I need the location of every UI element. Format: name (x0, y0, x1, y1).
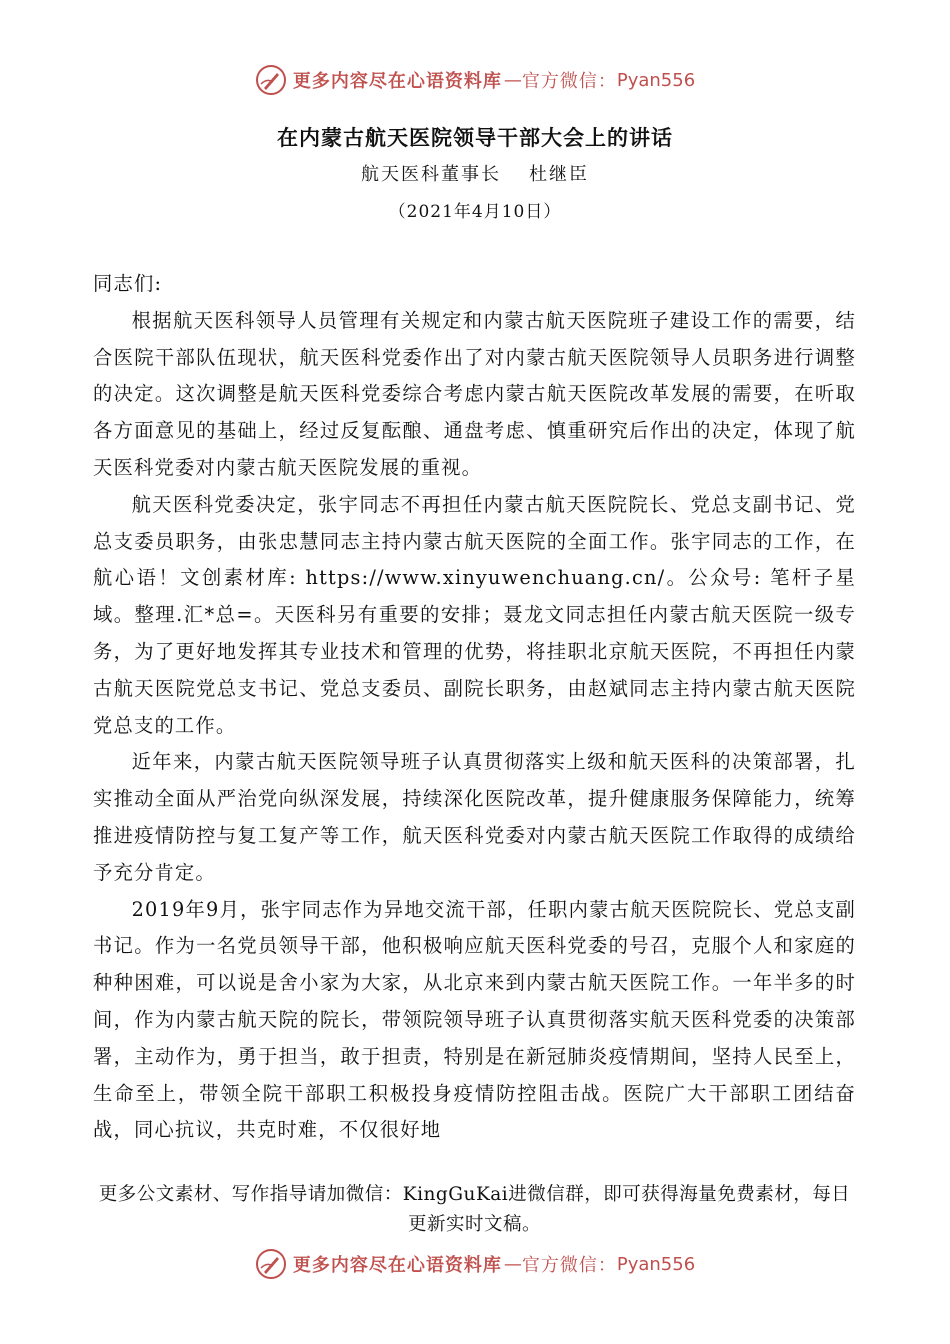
banner-wechat-id: Pyan556 (616, 69, 696, 91)
banner-main-text: 更多内容尽在心语资料库 (292, 71, 502, 92)
paragraph: 2019年9月，张宇同志作为异地交流干部，任职内蒙古航天医院院长、党总支副书记。作为一名党员领导干部，他积极响应航天医科党委的号召，克服个人和家庭的种种困难，可以说是舍小家为大家，从北京来到内蒙古航天医院工作。一年半多的时间，作为内蒙古航天院的院长，带领院领导班子认真贯彻落实航天医科党委的决策部署，主动作为，勇于担当，敢于担责，特别是在新冠肺炎疫情期间，坚持人民至上，生命至上，带领全院干部职工积极投身疫情防控阻击战。医院广大干部职工团结奋战，同心抗议，共克时难，不仅很好地 (93, 897, 856, 1142)
salutation: 同志们: (93, 272, 163, 295)
quill-logo-icon (255, 1248, 287, 1280)
paragraph: 根据航天医科领导人员管理有关规定和内蒙古航天医院班子建设工作的需要，结合医院干部队伍现状，航天医科党委作出了对内蒙古航天医院领导人员职务进行调整的决定。这次调整是航天医科党委综合考虑内蒙古航天医院改革发展的需要，在听取各方面意见的基础上，经过反复酝酿、通盘考虑、慎重研究后作出的决定，体现了航天医科党委对内蒙古航天医院发展的重视。 (93, 308, 856, 479)
top-watermark-banner (0, 63, 950, 97)
banner-wechat-label: 官方微信： (521, 1255, 617, 1276)
document-body (93, 266, 856, 1149)
banner-separator: — (503, 69, 522, 91)
bottom-watermark-banner (0, 1247, 950, 1281)
author-role: 航天医科董事长 (361, 164, 501, 185)
banner-separator: — (503, 1253, 522, 1275)
banner-main-text: 更多内容尽在心语资料库 (292, 1255, 502, 1276)
banner-wechat-id: Pyan556 (616, 1253, 696, 1275)
document-title: 在内蒙古航天医院领导干部大会上的讲话 (277, 125, 673, 150)
paragraph: 航天医科党委决定，张宇同志不再担任内蒙古航天医院院长、党总支副书记、党总支委员职务，由张忠慧同志主持内蒙古航天医院的全面工作。张宇同志的工作，在航心语！文创素材库: https://www.xinyuwenchuang.cn/。公众号: 笔杆子星域。整理.汇*总=。天医科另有重要的安排；聂龙文同志担任内蒙古航天医院一级专务，为了更好地发挥其专业技术和管理的优势，将挂职北京航天医院，不再担任内蒙古航天医院党总支书记、党总支委员、副院长职务，由赵斌同志主持内蒙古航天医院党总支的工作。 (93, 492, 856, 737)
banner-wechat-label: 官方微信： (521, 71, 617, 92)
document-author (0, 160, 950, 186)
footer-promo-note: 更多公文素材、写作指导请加微信：KingGuKai进微信群，即可获得海量免费素材，每日更新实时文稿。 (98, 1184, 851, 1235)
paragraph: 近年来，内蒙古航天医院领导班子认真贯彻落实上级和航天医科的决策部署，扎实推动全面从严治党向纵深发展，持续深化医院改革，提升健康服务保障能力，统筹推进疫情防控与复工复产等工作，航天医科党委对内蒙古航天医院工作取得的成绩给予充分肯定。 (93, 750, 856, 884)
author-name: 杜继臣 (529, 164, 589, 185)
document-date: （2021年4月10日） (388, 202, 562, 222)
quill-logo-icon (255, 64, 287, 96)
